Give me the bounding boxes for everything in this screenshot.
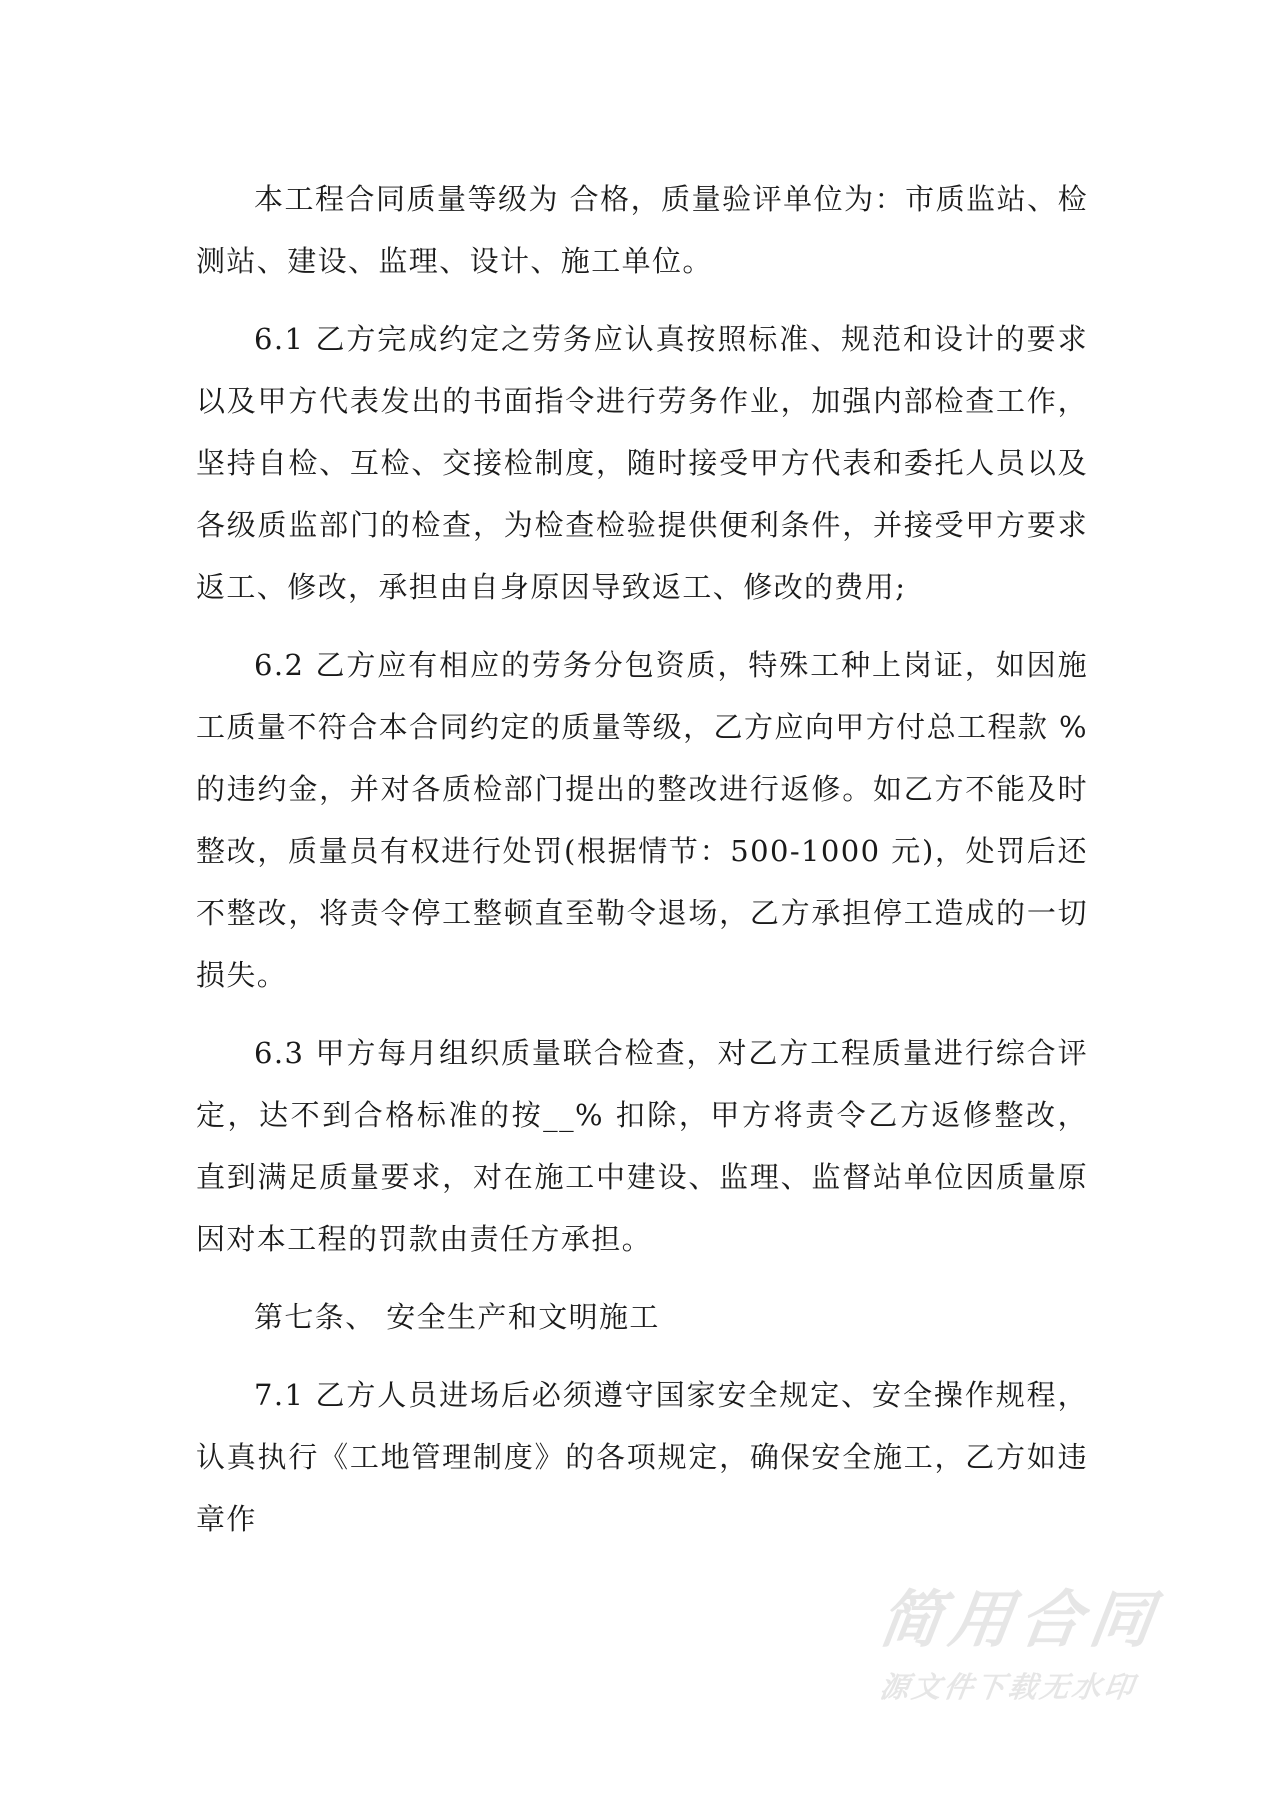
watermark-subtitle: 源文件下载无水印: [877, 1670, 1139, 1704]
paragraph-clause-6-2: 6.2 乙方应有相应的劳务分包资质，特殊工种上岗证，如因施工质量不符合本合同约定的质量等级，乙方应向甲方付总工程款 %的违约金，并对各质检部门提出的整改进行返修。如乙方不能及时整改，质量员有权进行处罚(根据情节：500-1000 元)，处罚后还不整改，将责令停工整顿直至勒令退场，乙方承担停工造成的一切损失。: [196, 648, 1088, 992]
watermark-title: 简用合同: [874, 1583, 1166, 1656]
paragraph-clause-6-1: 6.1 乙方完成约定之劳务应认真按照标准、规范和设计的要求以及甲方代表发出的书面指令进行劳务作业，加强内部检查工作，坚持自检、互检、交接检制度，随时接受甲方代表和委托人员以及各级质监部门的检查，为检查检验提供便利条件，并接受甲方要求返工、修改，承担由自身原因导致返工、修改的费用;: [196, 322, 1088, 604]
document-page: [196, 168, 1088, 1566]
paragraph-clause-6-3: 6.3 甲方每月组织质量联合检查，对乙方工程质量进行综合评定，达不到合格标准的按__% 扣除，甲方将责令乙方返修整改，直到满足质量要求，对在施工中建设、监理、监督站单位因质量原因对本工程的罚款由责任方承担。: [196, 1036, 1088, 1256]
watermark: [874, 1583, 1200, 1707]
paragraph-clause-7-1: 7.1 乙方人员进场后必须遵守国家安全规定、安全操作规程，认真执行《工地管理制度》的各项规定，确保安全施工，乙方如违章作: [196, 1378, 1088, 1536]
section-heading-article-7: 第七条、 安全生产和文明施工: [254, 1300, 660, 1334]
paragraph-quality-grade: 本工程合同质量等级为 合格，质量验评单位为：市质监站、检测站、建设、监理、设计、施工单位。: [196, 182, 1088, 278]
